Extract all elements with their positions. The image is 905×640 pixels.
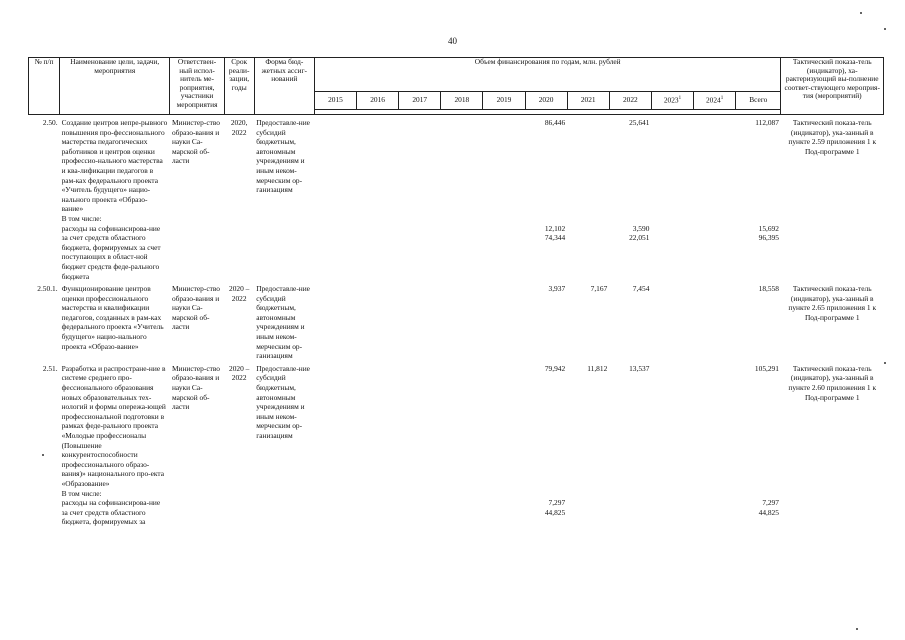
row-number [29, 489, 60, 499]
row-year-value: 12,102 [544, 223, 566, 233]
row-year-value [314, 281, 356, 361]
row-year-value [399, 361, 441, 489]
row-year-value [483, 508, 525, 527]
row-year-value [441, 224, 483, 234]
row-name: В том числе: [61, 213, 102, 223]
row-year-value [694, 233, 736, 281]
table-row [29, 115, 884, 214]
row-year-value [357, 489, 399, 499]
row-year-value [567, 115, 609, 214]
row-year-value [609, 508, 651, 527]
row-year-value [314, 361, 356, 489]
row-number: 2.50.1. [37, 284, 58, 294]
header-year-label: 2019 [496, 95, 512, 105]
row-year-value [314, 489, 356, 499]
row-year-value [567, 508, 609, 527]
scan-speck [884, 362, 886, 364]
row-total: 18,558 [758, 284, 779, 294]
row-year-value [314, 508, 356, 527]
row-term [224, 224, 254, 234]
row-term [224, 489, 254, 499]
row-year-value [694, 508, 736, 527]
row-year-value [399, 115, 441, 214]
row-term [224, 214, 254, 224]
row-year-value [651, 233, 693, 281]
row-year-value [441, 508, 483, 527]
row-responsible: Министер-ство образо-вания и науки Са-марской об-ласти [171, 284, 220, 332]
header-year-label: 2017 [412, 95, 428, 105]
row-year-value [441, 214, 483, 224]
header-year-label: 2015 [328, 95, 343, 105]
row-year-value [567, 498, 609, 508]
header-form: Форма бюд-жетных ассиг-нований [254, 58, 314, 115]
row-name: Создание центров непре-рывного повышения про-фессионального мастерства педагогических работников и центров оценки профессио-нального мастерства и ква-лификации педагогов в рам-ках федерального проекта «Учитель будущего» нацио-нального проекта «Образо-вание» [61, 118, 168, 214]
row-term [224, 508, 254, 527]
row-year-value [651, 281, 693, 361]
row-number: 2.51. [42, 363, 58, 373]
row-name: расходы на софинансирова-ние [61, 223, 161, 233]
row-indicator [781, 489, 884, 499]
row-year-value [357, 508, 399, 527]
row-indicator [781, 508, 884, 527]
row-responsible [170, 214, 224, 224]
row-term [224, 498, 254, 508]
row-year-value [483, 233, 525, 281]
row-number [29, 214, 60, 224]
row-year-value: 22,051 [629, 233, 650, 243]
table-row [29, 498, 884, 508]
row-year-value: 3,937 [548, 284, 566, 294]
row-year-value [483, 214, 525, 224]
row-indicator [781, 224, 884, 234]
row-year-value: 44,825 [544, 507, 566, 517]
row-year-value: 79,942 [544, 363, 566, 373]
row-year-value [694, 115, 736, 214]
scan-speck [884, 28, 886, 30]
header-year [567, 92, 609, 110]
row-year-value [483, 115, 525, 214]
row-year-value [399, 498, 441, 508]
row-year-value: 7,297 [548, 498, 566, 508]
row-year-value: 11,812 [587, 363, 608, 373]
row-year-value: 86,446 [544, 118, 566, 127]
row-year-value [357, 214, 399, 224]
row-name: В том числе: [61, 488, 102, 498]
row-year-value [609, 498, 651, 508]
row-year-value [651, 508, 693, 527]
header-year-label: 2020 [538, 95, 554, 105]
row-year-value: 3,590 [632, 223, 650, 233]
scan-speck [860, 12, 862, 14]
row-year-value [399, 508, 441, 527]
row-total [736, 214, 781, 224]
row-year-value [357, 115, 399, 214]
row-year-value [441, 361, 483, 489]
table-row [29, 489, 884, 499]
row-responsible [170, 498, 224, 508]
row-year-value [567, 214, 609, 224]
row-total: 105,291 [754, 363, 779, 373]
scan-speck [856, 628, 858, 630]
row-year-value [483, 498, 525, 508]
header-year [314, 92, 356, 110]
row-indicator [781, 233, 884, 281]
row-year-value [399, 233, 441, 281]
header-responsible: Ответствен-ный испол-нитель ме-роприятия, участники мероприятия [170, 58, 224, 115]
row-responsible: Министер-ство образо-вания и науки Са-марской об-ласти [171, 363, 220, 412]
row-year-value [314, 224, 356, 234]
row-form: Предоставле-ние субсидий бюджетным, автономным учреждениям и иным неком-мерческим ор-ганизациям [256, 118, 310, 195]
row-year-value [609, 214, 651, 224]
row-responsible [170, 233, 224, 281]
row-year-value [441, 281, 483, 361]
row-year-value [399, 281, 441, 361]
row-form [254, 508, 314, 527]
header-year [357, 92, 399, 110]
header-total: Всего [736, 92, 781, 110]
row-name: Функционирование центров оценки профессионального мастерства и квалификации педагогов, созданных в рам-ках федерального проекта «Учитель будущего» нацио-нального проекта «Образо-вание» [61, 284, 164, 351]
header-year [483, 92, 525, 110]
header-year-label: 2021 [580, 95, 596, 105]
row-number [29, 498, 60, 508]
row-term: 2020 – 2022 [229, 284, 250, 303]
row-year-value: 7,454 [632, 284, 650, 294]
header-year [694, 92, 736, 110]
row-year-value [441, 498, 483, 508]
row-indicator [781, 498, 884, 508]
row-year-value: 25,641 [629, 118, 650, 127]
row-indicator: Тактический показа-тель (индикатор), ука-занный в пункте 2.60 приложения 1 к Под-программе 1 [788, 363, 877, 402]
row-year-value [567, 224, 609, 234]
row-total: 44,825 [758, 507, 779, 517]
row-year-value [567, 233, 609, 281]
row-year-value [483, 224, 525, 234]
row-form: Предоставле-ние субсидий бюджетным, автономным учреждениям и иным неком-мерческим ор-ганизациям [256, 284, 310, 361]
row-year-value [399, 224, 441, 234]
header-indicator: Тактический показа-тель (индикатор), ха-рактеризующий вы-полнение соответ-ствующего мероприя-тия (мероприятий) [781, 58, 884, 115]
row-year-value [694, 224, 736, 234]
row-number [29, 224, 60, 234]
row-year-value [314, 115, 356, 214]
row-year-value [651, 224, 693, 234]
row-year-value [357, 361, 399, 489]
row-total: 7,297 [762, 498, 779, 508]
row-year-value [357, 281, 399, 361]
header-term: Срок реали-зации, годы [224, 58, 254, 115]
row-year-value [441, 115, 483, 214]
header-year [609, 92, 651, 110]
row-year-value [694, 361, 736, 489]
row-year-value: 7,167 [590, 284, 608, 294]
row-year-value [694, 214, 736, 224]
row-year-value [651, 214, 693, 224]
row-number: 2.50. [42, 118, 58, 127]
header-year [399, 92, 441, 110]
row-year-value: 13,537 [629, 363, 650, 373]
row-term: 2020, 2022 [230, 118, 248, 137]
row-year-value [399, 214, 441, 224]
row-year-value [483, 361, 525, 489]
header-year [441, 92, 483, 110]
row-responsible [170, 508, 224, 527]
budget-table [28, 57, 884, 527]
row-year-value [694, 489, 736, 499]
row-form [254, 233, 314, 281]
header-year-footnote: 1 [720, 96, 724, 102]
row-year-value [357, 498, 399, 508]
header-year [651, 92, 693, 110]
header-year-label: 2018 [454, 95, 470, 105]
row-name: за счет средств областного бюджета, формируемых за счет поступающих в област-ной бюджет средств феде-рального бюджета [61, 233, 161, 281]
row-form: Предоставле-ние субсидий бюджетным, автономным учреждениям и иным неком-мерческим ор-ганизациям [256, 363, 310, 440]
row-total [736, 489, 781, 499]
row-year-value [525, 489, 567, 499]
header-year [525, 92, 567, 110]
row-indicator: Тактический показа-тель (индикатор), ука-занный в пункте 2.65 приложения 1 к Под-программе 1 [788, 284, 877, 322]
header-year-footnote: 1 [678, 96, 682, 102]
row-total: 15,692 [758, 223, 779, 233]
row-responsible [170, 489, 224, 499]
row-year-value [483, 281, 525, 361]
table-row [29, 214, 884, 224]
row-term: 2020 – 2022 [229, 363, 250, 383]
header-name: Наименование цели, задачи, мероприятия [60, 58, 170, 115]
header-year-label: 2023 [663, 95, 679, 105]
row-year-value [314, 498, 356, 508]
row-year-value [651, 361, 693, 489]
row-year-value [441, 233, 483, 281]
table-row [29, 508, 884, 527]
row-year-value [483, 489, 525, 499]
row-year-value [694, 281, 736, 361]
row-year-value [567, 489, 609, 499]
row-indicator [781, 214, 884, 224]
row-year-value [651, 489, 693, 499]
row-term [224, 233, 254, 281]
row-year-value [399, 489, 441, 499]
row-form [254, 224, 314, 234]
row-total: 96,395 [758, 233, 779, 243]
header-year-label: 2024 [705, 95, 721, 105]
row-year-value [651, 498, 693, 508]
row-name: расходы на софинансирова-ние [61, 498, 161, 508]
row-year-value [314, 214, 356, 224]
row-year-value [651, 115, 693, 214]
row-year-value [357, 224, 399, 234]
row-year-value [525, 214, 567, 224]
row-year-value [694, 498, 736, 508]
page-number: 40 [448, 36, 457, 46]
row-name: за счет средств областного бюджета, формируемых за [61, 507, 146, 527]
row-year-value [609, 489, 651, 499]
table-row [29, 281, 884, 361]
table-row [29, 233, 884, 281]
row-responsible [170, 224, 224, 234]
row-year-value [441, 489, 483, 499]
row-year-value [314, 233, 356, 281]
row-form [254, 214, 314, 224]
row-indicator: Тактический показа-тель (индикатор), ука-занный в пункте 2.59 приложения 1 к Под-программе 1 [788, 118, 877, 156]
header-year-label: 2016 [370, 95, 385, 105]
row-total: 112,087 [755, 118, 779, 127]
row-number [29, 233, 60, 281]
header-year-label: 2022 [622, 95, 638, 105]
row-form [254, 498, 314, 508]
row-year-value: 74,344 [544, 233, 566, 243]
header-financing: Объем финансирования по годам, млн. рублей [314, 58, 781, 92]
row-responsible: Министер-ство образо-вания и науки Са-марской об-ласти [171, 118, 220, 166]
row-form [254, 489, 314, 499]
row-name: Разработка и распростране-ние в системе среднего про-фессионального образования новых образовательных тех-нологий и формы опережа-ющей профессиональной подготовки в рамках феде-рального проекта «Молодые профессионалы (Повышение конкурентоспособности профессионального образо-вания)» национального про-екта «Образование» [61, 363, 166, 488]
table-row [29, 361, 884, 489]
row-year-value [357, 233, 399, 281]
row-number [29, 508, 60, 527]
table-row [29, 224, 884, 234]
header-num: № п/п [29, 58, 60, 115]
